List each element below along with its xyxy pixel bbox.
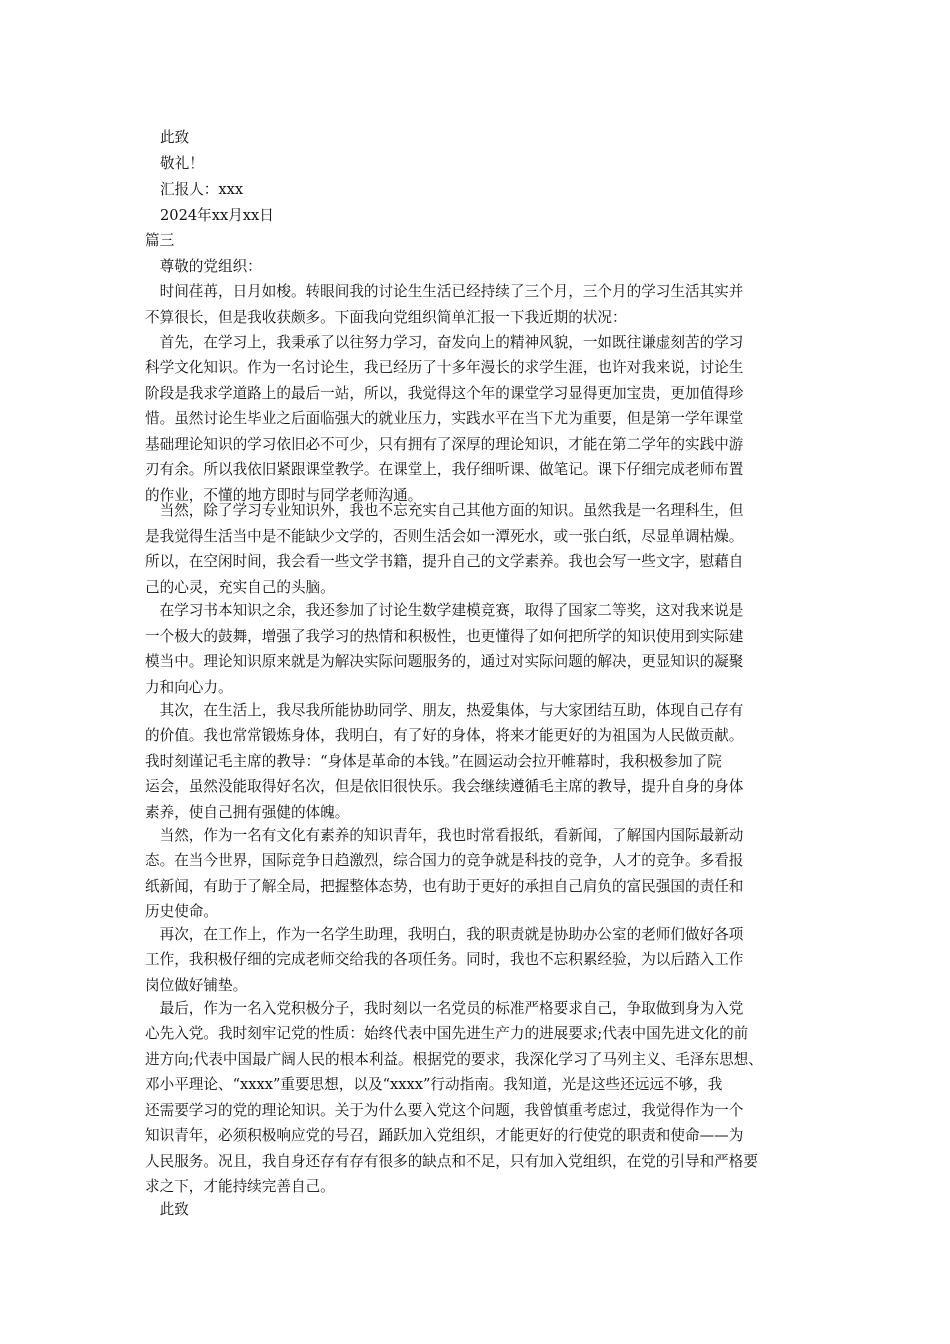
text-line: 人民服务。况且，我自身还存有存有很多的缺点和不足，只有加入党组织，在党的引导和严格要	[145, 1153, 758, 1170]
text-line: 基础理论知识的学习依旧必不可少，只有拥有了深厚的理论知识，才能在第二学年的实践中游	[145, 436, 744, 453]
text-line: 的价值。我也常常锻炼身体，我明白，有了好的身体，将来才能更好的为祖国为人民做贡献。	[145, 727, 744, 744]
text-line: 刃有余。所以我依旧紧跟课堂教学。在课堂上，我仔细听课、做笔记。课下仔细完成老师布置	[145, 461, 744, 478]
text-line: 运会，虽然没能取得好名次，但是依旧很快乐。我会继续遵循毛主席的教导，提升自身的身体	[145, 778, 744, 795]
text-line: 历史使命。	[145, 903, 218, 920]
text-line: 其次，在生活上，我尽我所能协助同学、朋友，热爱集体，与大家团结互助，体现自己存有	[145, 702, 744, 719]
letter-closing-salute: 此致	[145, 1201, 189, 1218]
text-line: 岗位做好铺垫。	[145, 977, 248, 994]
text-line: 工作，我积极仔细的完成老师交给我的各项任务。同时，我也不忘积累经验，为以后踏入工作	[145, 951, 744, 968]
text-line: 的作业，不懂的地方即时与同学老师沟通。	[145, 487, 423, 504]
text-line: 当然，除了学习专业知识外，我也不忘充实自己其他方面的知识。虽然我是一名理科生，但	[145, 502, 744, 519]
letter-greeting: 尊敬的党组织：	[145, 258, 262, 275]
report-date: 2024年xx月xx日	[160, 207, 274, 224]
text-line: 当然，作为一名有文化有素养的知识青年，我也时常看报纸，看新闻，了解国内国际最新动	[145, 827, 744, 844]
text-line: 求之下，才能持续完善自己。	[145, 1178, 335, 1195]
text-line: 惜。虽然讨论生毕业之后面临强大的就业压力，实践水平在当下尤为重要，但是第一学年课堂	[145, 410, 744, 427]
text-line: 是我觉得生活当中是不能缺少文学的，否则生活会如一潭死水，或一张白纸，尽显单调枯燥。	[145, 528, 744, 545]
text-line: 进方向;代表中国最广阔人民的根本利益。根据党的要求，我深化学习了马列主义、毛泽东思想、	[145, 1051, 763, 1068]
closing-respect: 敬礼！	[160, 155, 204, 172]
text-line: 己的心灵，充实自己的头脑。	[145, 579, 335, 596]
text-line: 再次，在工作上，作为一名学生助理，我明白，我的职责就是协助办公室的老师们做好各项	[145, 926, 744, 943]
text-line: 在学习书本知识之余，我还参加了讨论生数学建模竞赛，取得了国家二等奖，这对我来说是	[145, 602, 744, 619]
text-line: 邓小平理论、“xxxx”重要思想，以及“xxxx”行动指南。我知道，光是这些还远远不够，我	[145, 1076, 723, 1093]
section-title: 篇三	[145, 232, 175, 249]
text-line: 阶段是我求学道路上的最后一站，所以，我觉得这个年的课堂学习显得更加宝贵，更加值得珍	[145, 385, 744, 402]
text-line: 力和向心力。	[145, 679, 233, 696]
text-line: 所以，在空闲时间，我会看一些文学书籍，提升自己的文学素养。我也会写一些文字，慰藉自	[145, 553, 744, 570]
text-line: 最后，作为一名入党积极分子，我时刻以一名党员的标准严格要求自己，争取做到身为入党	[145, 1000, 744, 1017]
text-line: 态。在当今世界，国际竞争日趋激烈，综合国力的竞争就是科技的竞争，人才的竞争。多看报	[145, 852, 744, 869]
text-line: 素养，使自己拥有强健的体魄。	[145, 804, 350, 821]
text-line: 纸新闻，有助于了解全局，把握整体态势，也有助于更好的承担自己肩负的富民强国的责任和	[145, 878, 744, 895]
text-line: 一个极大的鼓舞，增强了我学习的热情和积极性，也更懂得了如何把所学的知识使用到实际建	[145, 628, 744, 645]
closing-salute: 此致	[160, 129, 190, 146]
text-line: 还需要学习的党的理论知识。关于为什么要入党这个问题，我曾慎重考虑过，我觉得作为一个	[145, 1102, 744, 1119]
text-line: 首先，在学习上，我秉承了以往努力学习，奋发向上的精神风貌，一如既往谦虚刻苦的学习	[145, 334, 744, 351]
text-line: 知识青年，必须积极响应党的号召，踊跃加入党组织，才能更好的行使党的职责和使命——为	[145, 1127, 744, 1144]
text-line: 不算很长，但是我收获颇多。下面我向党组织简单汇报一下我近期的状况：	[145, 309, 627, 326]
text-line: 心先入党。我时刻牢记党的性质：始终代表中国先进生产力的进展要求;代表中国先进文化的前	[145, 1025, 749, 1042]
text-line: 时间荏苒，日月如梭。转眼间我的讨论生生活已经持续了三个月，三个月的学习生活其实并	[145, 283, 744, 300]
text-line: 我时刻谨记毛主席的教导：“身体是革命的本钱。”在圆运动会拉开帷幕时，我积极参加了院	[145, 753, 722, 770]
text-line: 模当中。理论知识原来就是为解决实际问题服务的，通过对实际问题的解决，更显知识的凝聚	[145, 653, 744, 670]
reporter-signature: 汇报人：xxx	[160, 181, 244, 198]
text-line: 科学文化知识。作为一名讨论生，我已经历了十多年漫长的求学生涯，也许对我来说，讨论生	[145, 359, 744, 376]
